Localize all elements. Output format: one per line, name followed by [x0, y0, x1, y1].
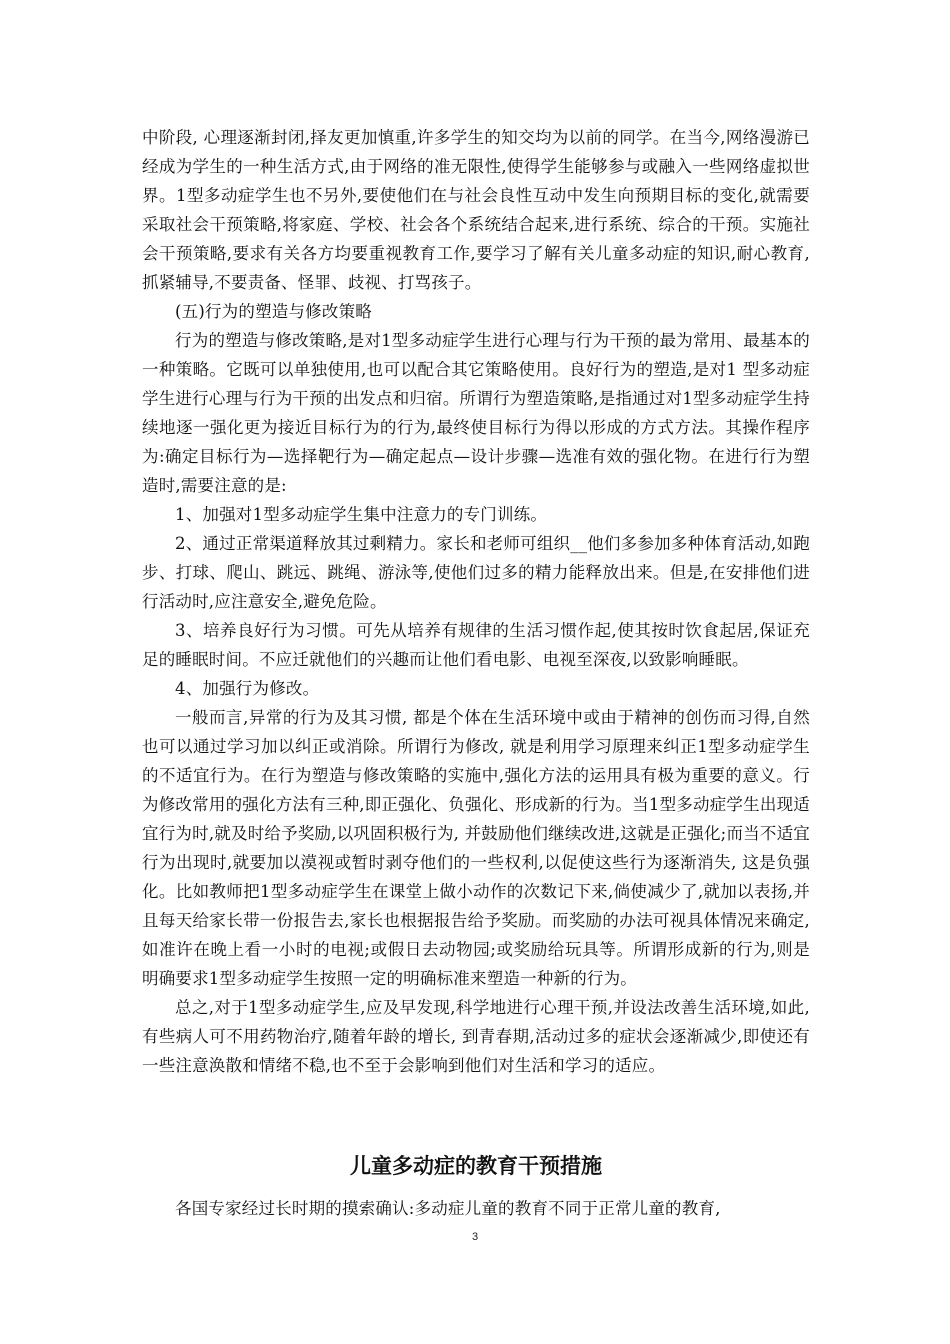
- list-item: 1、加强对1型多动症学生集中注意力的专门训练。: [175, 505, 548, 524]
- subsection-heading: (五)行为的塑造与修改策略: [175, 302, 372, 321]
- page-number: 3: [471, 1231, 479, 1243]
- paragraph: 各国专家经过长时期的摸索确认:多动症儿童的教育不同于正常儿童的教育,: [175, 1199, 721, 1218]
- list-item: 3、培养良好行为习惯。可先从培养有规律的生活习惯作起,使其按时饮食起居,保证充足的睡眠时间。不应迁就他们的兴趣而让他们看电影、电视至深夜,以致影响睡眠。: [142, 621, 810, 669]
- list-item: 4、加强行为修改。: [175, 679, 320, 698]
- list-item: 2、通过正常渠道释放其过剩精力。家长和老师可组织__他们多参加多种体育活动,如跑步、打球、爬山、跳远、跳绳、游泳等,使他们过多的精力能释放出来。但是,在安排他们进行活动时,应注意安全,避免危险。: [142, 534, 810, 611]
- paragraph: 总之,对于1型多动症学生,应及早发现,科学地进行心理干预,并设法改善生活环境,如此,有些病人可不用药物治疗,随着年龄的增长, 到青春期,活动过多的症状会逐渐减少,即使还有一些注意涣散和情绪不稳,也不至于会影响到他们对生活和学习的适应。: [142, 998, 810, 1075]
- paragraph: 行为的塑造与修改策略,是对1型多动症学生进行心理与行为干预的最为常用、最基本的一种策略。它既可以单独使用,也可以配合其它策略使用。良好行为的塑造,是对1 型多动症学生进行心理与行为干预的出发点和归宿。所谓行为塑造策略,是指通过对1型多动症学生持续地逐一强化更为接近目标行为的行为,最终使目标行为得以形成的方式方法。其操作程序为:确定目标行为—选择靶行为—确定起点—设计步骤—选准有效的强化物。在进行行为塑造时,需要注意的是:: [142, 331, 810, 495]
- body-text: [142, 123, 810, 1080]
- section-heading: 儿童多动症的教育干预措施: [350, 1154, 602, 1178]
- paragraph: 中阶段, 心理逐渐封闭,择友更加慎重,许多学生的知交均为以前的同学。在当今,网络漫游已经成为学生的一种生活方式,由于网络的准无限性,使得学生能够参与或融入一些网络虚拟世界。1型多动症学生也不另外,要使他们在与社会良性互动中发生向预期目标的变化,就需要采取社会干预策略,将家庭、学校、社会各个系统结合起来,进行系统、综合的干预。实施社会干预策略,要求有关各方均要重视教育工作,要学习了解有关儿童多动症的知识,耐心教育,抓紧辅导,不要责备、怪罪、歧视、打骂孩子。: [142, 128, 810, 292]
- paragraph: 一般而言,异常的行为及其习惯, 都是个体在生活环境中或由于精神的创伤而习得,自然也可以通过学习加以纠正或消除。所谓行为修改, 就是利用学习原理来纠正1型多动症学生的不适宜行为。在行为塑造与修改策略的实施中,强化方法的运用具有极为重要的意义。行为修改常用的强化方法有三种,即正强化、负强化、形成新的行为。当1型多动症学生出现适宜行为时,就及时给予奖励,以巩固积极行为, 并鼓励他们继续改进,这就是正强化;而当不适宜行为出现时,就要加以漠视或暂时剥夺他们的一些权利,以促使这些行为逐渐消失, 这是负强化。比如教师把1型多动症学生在课堂上做小动作的次数记下来,倘使减少了,就加以表扬,并且每天给家长带一份报告去,家长也根据报告给予奖励。而奖励的办法可视具体情况来确定,如准许在晚上看一小时的电视;或假日去动物园;或奖励给玩具等。所谓形成新的行为,则是明确要求1型多动症学生按照一定的明确标准来塑造一种新的行为。: [142, 708, 810, 988]
